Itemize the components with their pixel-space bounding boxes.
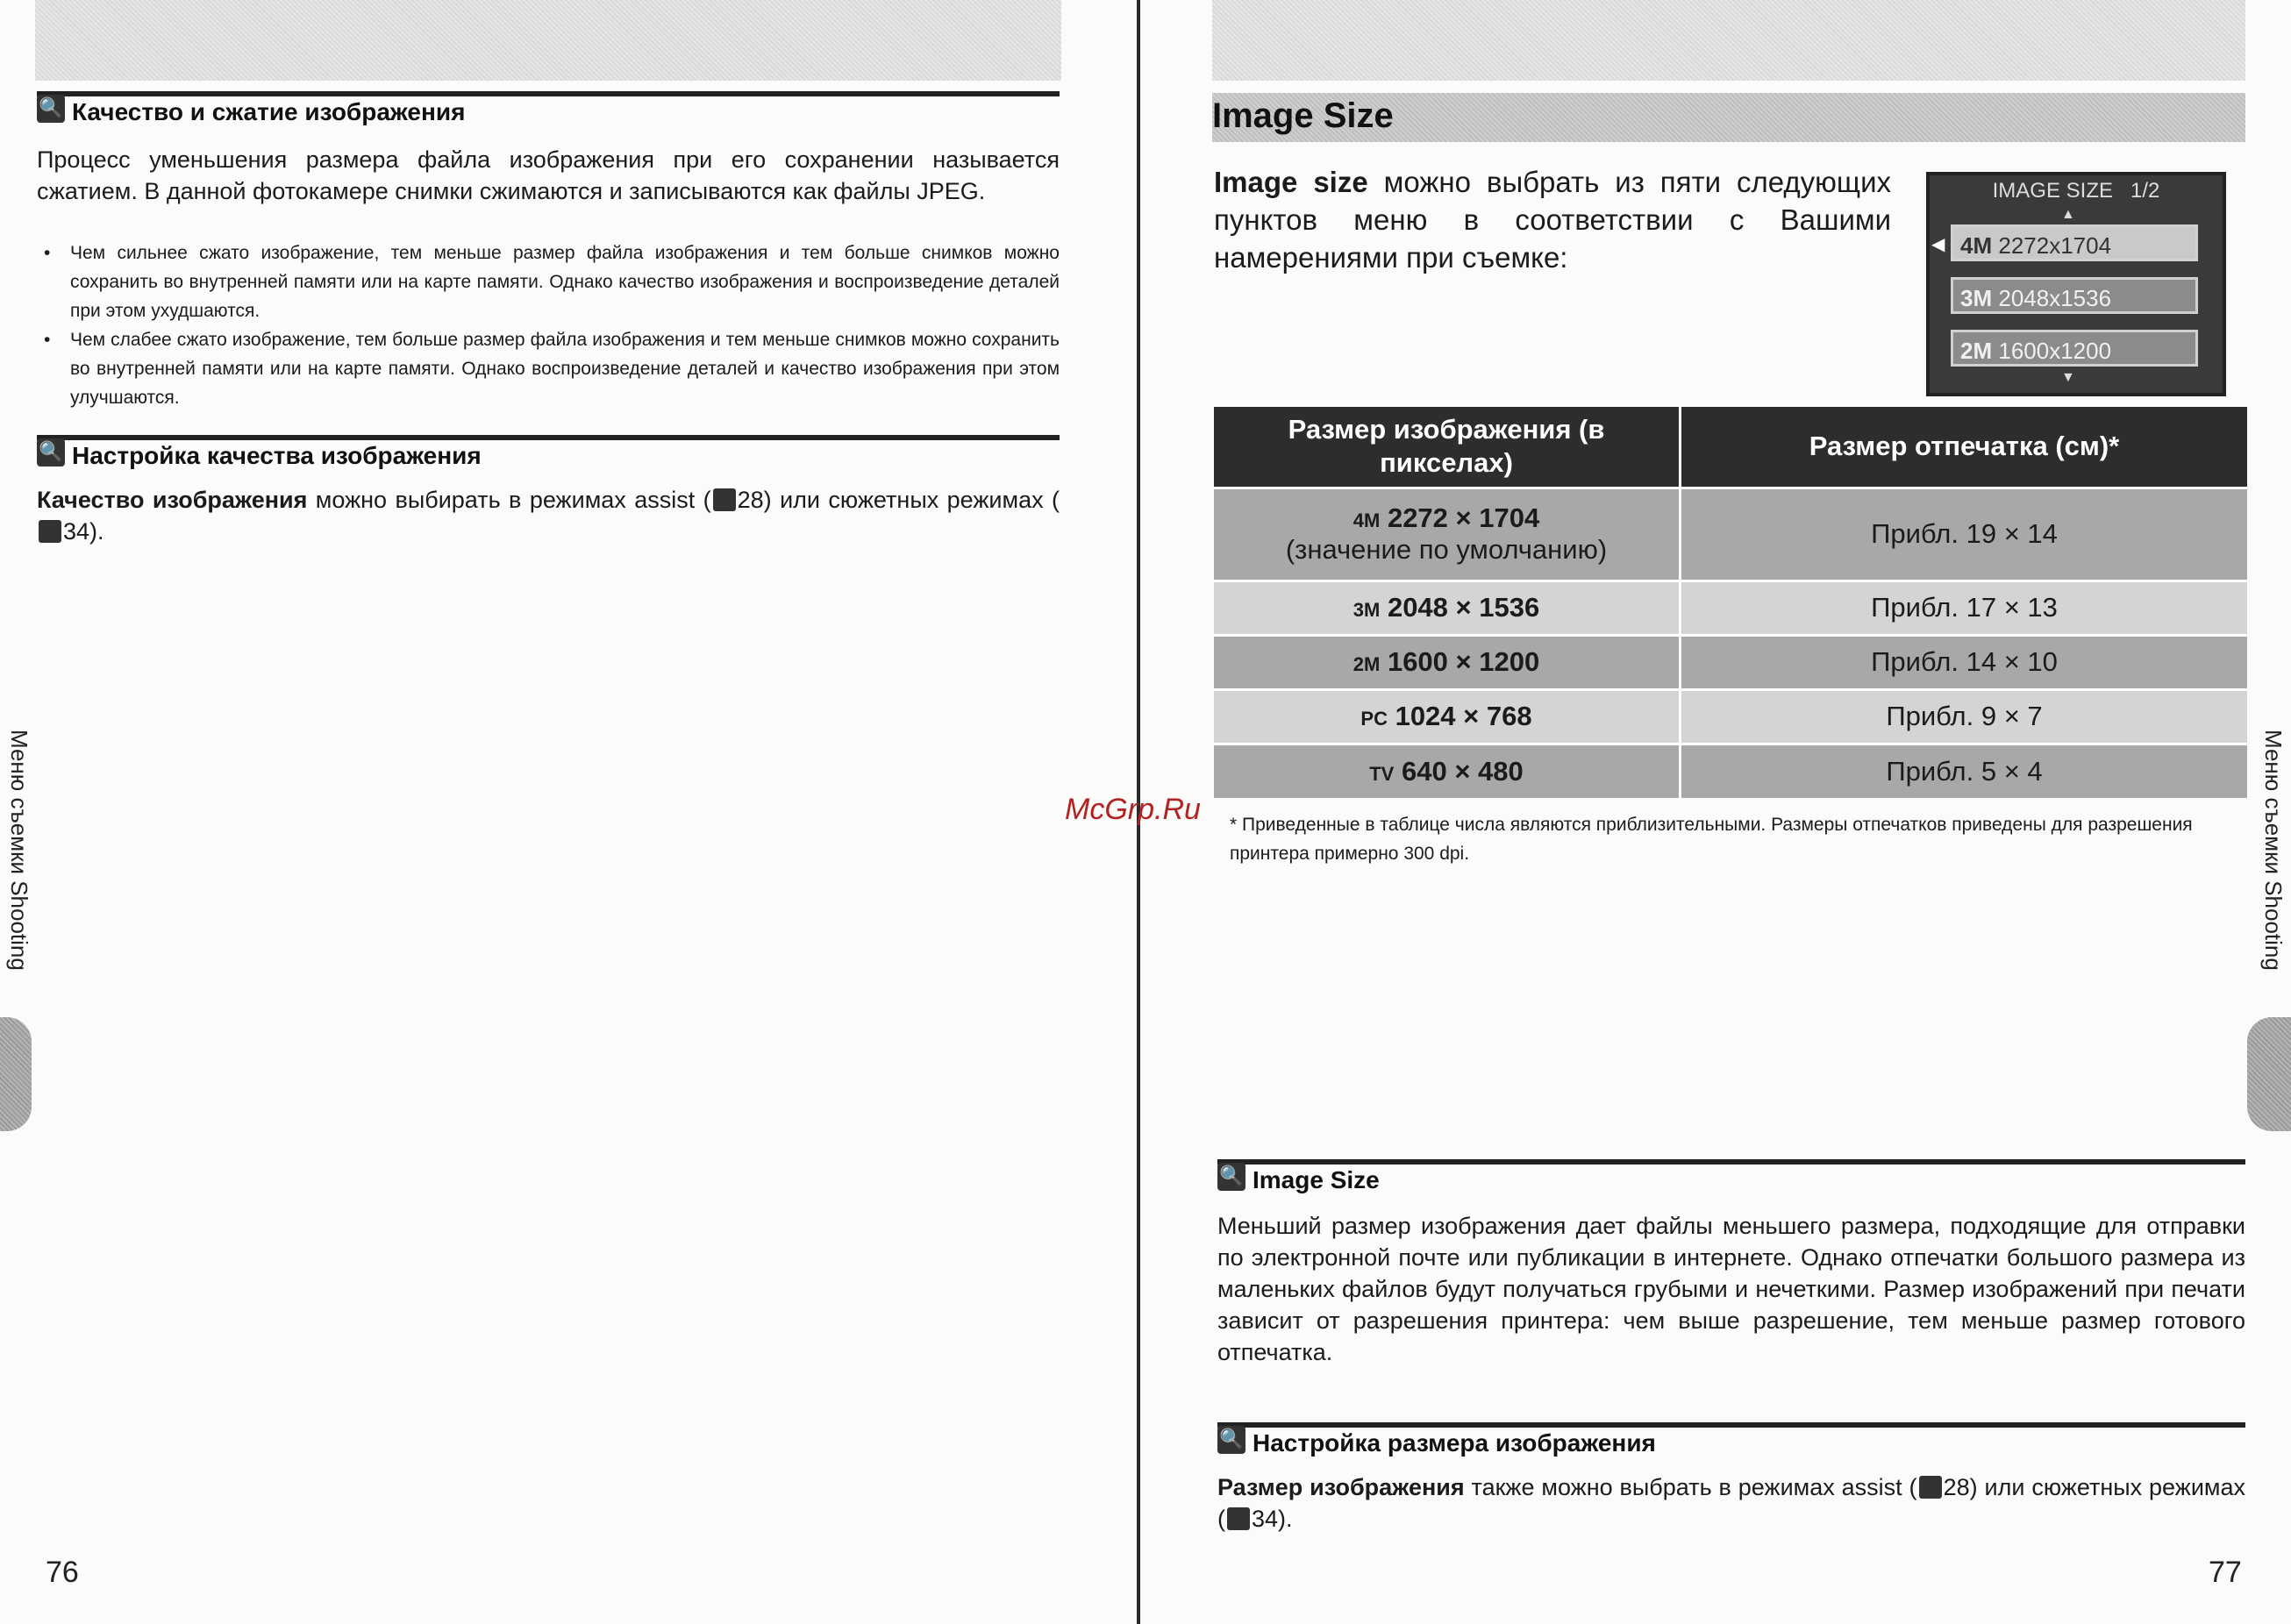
magnifier-icon: 🔍: [1217, 1163, 1245, 1191]
print-size-cell: Прибл. 9 × 7: [1681, 689, 2248, 744]
camera-menu-item: [1951, 330, 2198, 367]
table-row: [1214, 744, 2247, 798]
page-ref: 28: [737, 487, 764, 513]
header-rule: [1217, 1159, 2245, 1165]
size-icon: 3M: [1960, 285, 1993, 311]
section-title: Настройка размера изображения: [1253, 1429, 1656, 1457]
text-part: ).: [1278, 1506, 1293, 1532]
bold-term: Качество изображения: [37, 487, 308, 513]
magnifier-icon: 🔍: [1217, 1426, 1245, 1454]
size-value: 2048 × 1536: [1387, 592, 1540, 623]
down-arrow-icon: ▼: [2061, 370, 2075, 385]
section-title: Качество и сжатие изображения: [72, 98, 466, 125]
section-title: Настройка качества изображения: [72, 442, 482, 469]
table-row: [1214, 635, 2247, 689]
right-page: [1146, 0, 2291, 1624]
page-ref: 34: [63, 518, 90, 545]
section-header-size-setting: [1217, 1422, 2245, 1457]
size-icon: 2M: [1352, 653, 1381, 675]
default-note: (значение по умолчанию): [1285, 534, 1608, 565]
section-title: Image Size: [1253, 1166, 1380, 1193]
size-value: 1600 × 1200: [1387, 646, 1540, 677]
left-arrow-icon: ◀: [1931, 235, 1945, 254]
item-label: 1600x1200: [1998, 338, 2112, 364]
text-part: ).: [89, 518, 104, 545]
section-header-quality-setting: [37, 435, 1060, 467]
section-header-image-size: [1217, 1159, 2245, 1191]
top-band: [1212, 0, 2245, 81]
compression-bullets: [37, 239, 1060, 412]
print-size-cell: Прибл. 5 × 4: [1681, 744, 2248, 798]
print-size-cell: Прибл. 14 × 10: [1681, 635, 2248, 689]
size-setting-paragraph: [1217, 1471, 2245, 1535]
side-tab-label: Меню съемки Shooting: [6, 730, 32, 971]
camera-menu-title-text: IMAGE SIZE: [1992, 179, 2113, 203]
print-size-cell: Прибл. 17 × 13: [1681, 581, 2248, 635]
up-arrow-icon: ▲: [2061, 207, 2075, 222]
text-part: можно выбрать из пяти следующих пунктов меню в соответствии с Вашими намерениями при съемке:: [1214, 166, 1891, 274]
bold-term: Image size: [1214, 166, 1368, 198]
table-row: [1214, 689, 2247, 744]
intro-paragraph: [1214, 163, 1891, 276]
size-icon: PC: [1360, 708, 1388, 730]
side-tab: [0, 1017, 32, 1131]
size-icon: 2M: [1960, 338, 1993, 364]
camera-menu-item: [1951, 277, 2198, 314]
camera-menu-screen: [1926, 172, 2226, 396]
table-footnote: * Приведенные в таблице числа являются приблизительными. Размеры отпечатков приведены для разрешения принтера примерно 300 dpi.: [1230, 815, 2193, 864]
size-value: 1024 × 768: [1395, 701, 1532, 731]
text-part: ) или сюжетных режимах (: [763, 487, 1060, 513]
page-number: 77: [2209, 1556, 2242, 1589]
page-ref-icon: [1227, 1507, 1250, 1530]
print-size-cell: Прибл. 19 × 14: [1681, 488, 2248, 581]
page-ref: 28: [1943, 1474, 1970, 1500]
bullet-item: • Чем слабее сжато изображение, тем больше размер файла изображения и тем меньше снимков можно сохранить во внутренней памяти или на карте памяти. Однако воспроизведение деталей и качество изображения при этом улучшаются.: [37, 325, 1060, 412]
page-ref-icon: [39, 520, 61, 543]
side-tab: [2247, 1017, 2291, 1131]
text-part: можно выбирать в режимах assist (: [307, 487, 711, 513]
page-number: 76: [46, 1556, 79, 1589]
section-header-quality-compression: [37, 91, 1060, 123]
header-rule: [1217, 1422, 2245, 1428]
column-header: Размер изображения (в пикселах): [1214, 407, 1681, 488]
size-icon: 4M: [1960, 232, 1993, 259]
text-part: ) или сюжетных режимах (: [1217, 1474, 2245, 1532]
magnifier-icon: 🔍: [37, 95, 65, 123]
size-value: 640 × 480: [1401, 755, 1524, 787]
page-ref-icon: [1919, 1476, 1942, 1499]
compression-paragraph: Процесс уменьшения размера файла изображения при его сохранении называется сжатием. В данной фотокамере снимки сжимаются и записываются как файлы JPEG.: [37, 146, 1060, 204]
size-icon: 4M: [1352, 509, 1381, 531]
item-label: 2048x1536: [1998, 285, 2112, 311]
camera-menu-title: [1930, 179, 2223, 203]
table-row: [1214, 581, 2247, 635]
size-value: 2272 × 1704: [1387, 502, 1540, 533]
table-row: [1214, 488, 2247, 581]
text-part: также можно выбрать в режимах assist (: [1464, 1474, 1917, 1500]
image-size-cell: [1214, 635, 1681, 689]
title-bar: [1212, 93, 2245, 142]
magnifier-icon: 🔍: [37, 438, 65, 467]
image-size-table: [1214, 407, 2247, 798]
quality-setting-paragraph: [37, 484, 1060, 547]
column-header: Размер отпечатка (см)*: [1681, 407, 2248, 488]
table-header-row: [1214, 407, 2247, 488]
image-size-paragraph: Меньший размер изображения дает файлы меньшего размера, подходящие для отправки по электронной почте или публикации в интернете. Однако отпечатки большого размера из маленьких файлов будут получаться грубыми и нечеткими. Размер изображений при печати зависит от разрешения принтера: чем выше разрешение, тем меньше размер готового отпечатка.: [1217, 1213, 2245, 1365]
header-rule: [37, 91, 1060, 96]
image-size-cell: [1214, 689, 1681, 744]
bullet-item: • Чем сильнее сжато изображение, тем меньше размер файла изображения и тем больше снимков можно сохранить во внутренней памяти или на карте памяти. Однако качество изображения и воспроизведение деталей при этом ухудшаются.: [37, 239, 1060, 325]
bold-term: Размер изображения: [1217, 1474, 1465, 1500]
image-size-cell: [1214, 744, 1681, 798]
page-ref: 34: [1252, 1506, 1279, 1532]
image-size-cell: [1214, 581, 1681, 635]
camera-menu-page: 1/2: [2130, 179, 2160, 203]
header-rule: [37, 435, 1060, 440]
watermark: McGrp.Ru: [1065, 793, 1201, 826]
size-icon: 3M: [1352, 599, 1381, 621]
camera-menu-item: [1951, 224, 2198, 261]
page-title: Image Size: [1212, 96, 1394, 135]
side-tab-label: Меню съемки Shooting: [2260, 730, 2287, 971]
size-icon: TV: [1369, 762, 1395, 785]
item-label: 2272x1704: [1998, 232, 2112, 259]
page-ref-icon: [713, 488, 736, 511]
top-band: [35, 0, 1061, 81]
image-size-cell: [1214, 488, 1681, 581]
